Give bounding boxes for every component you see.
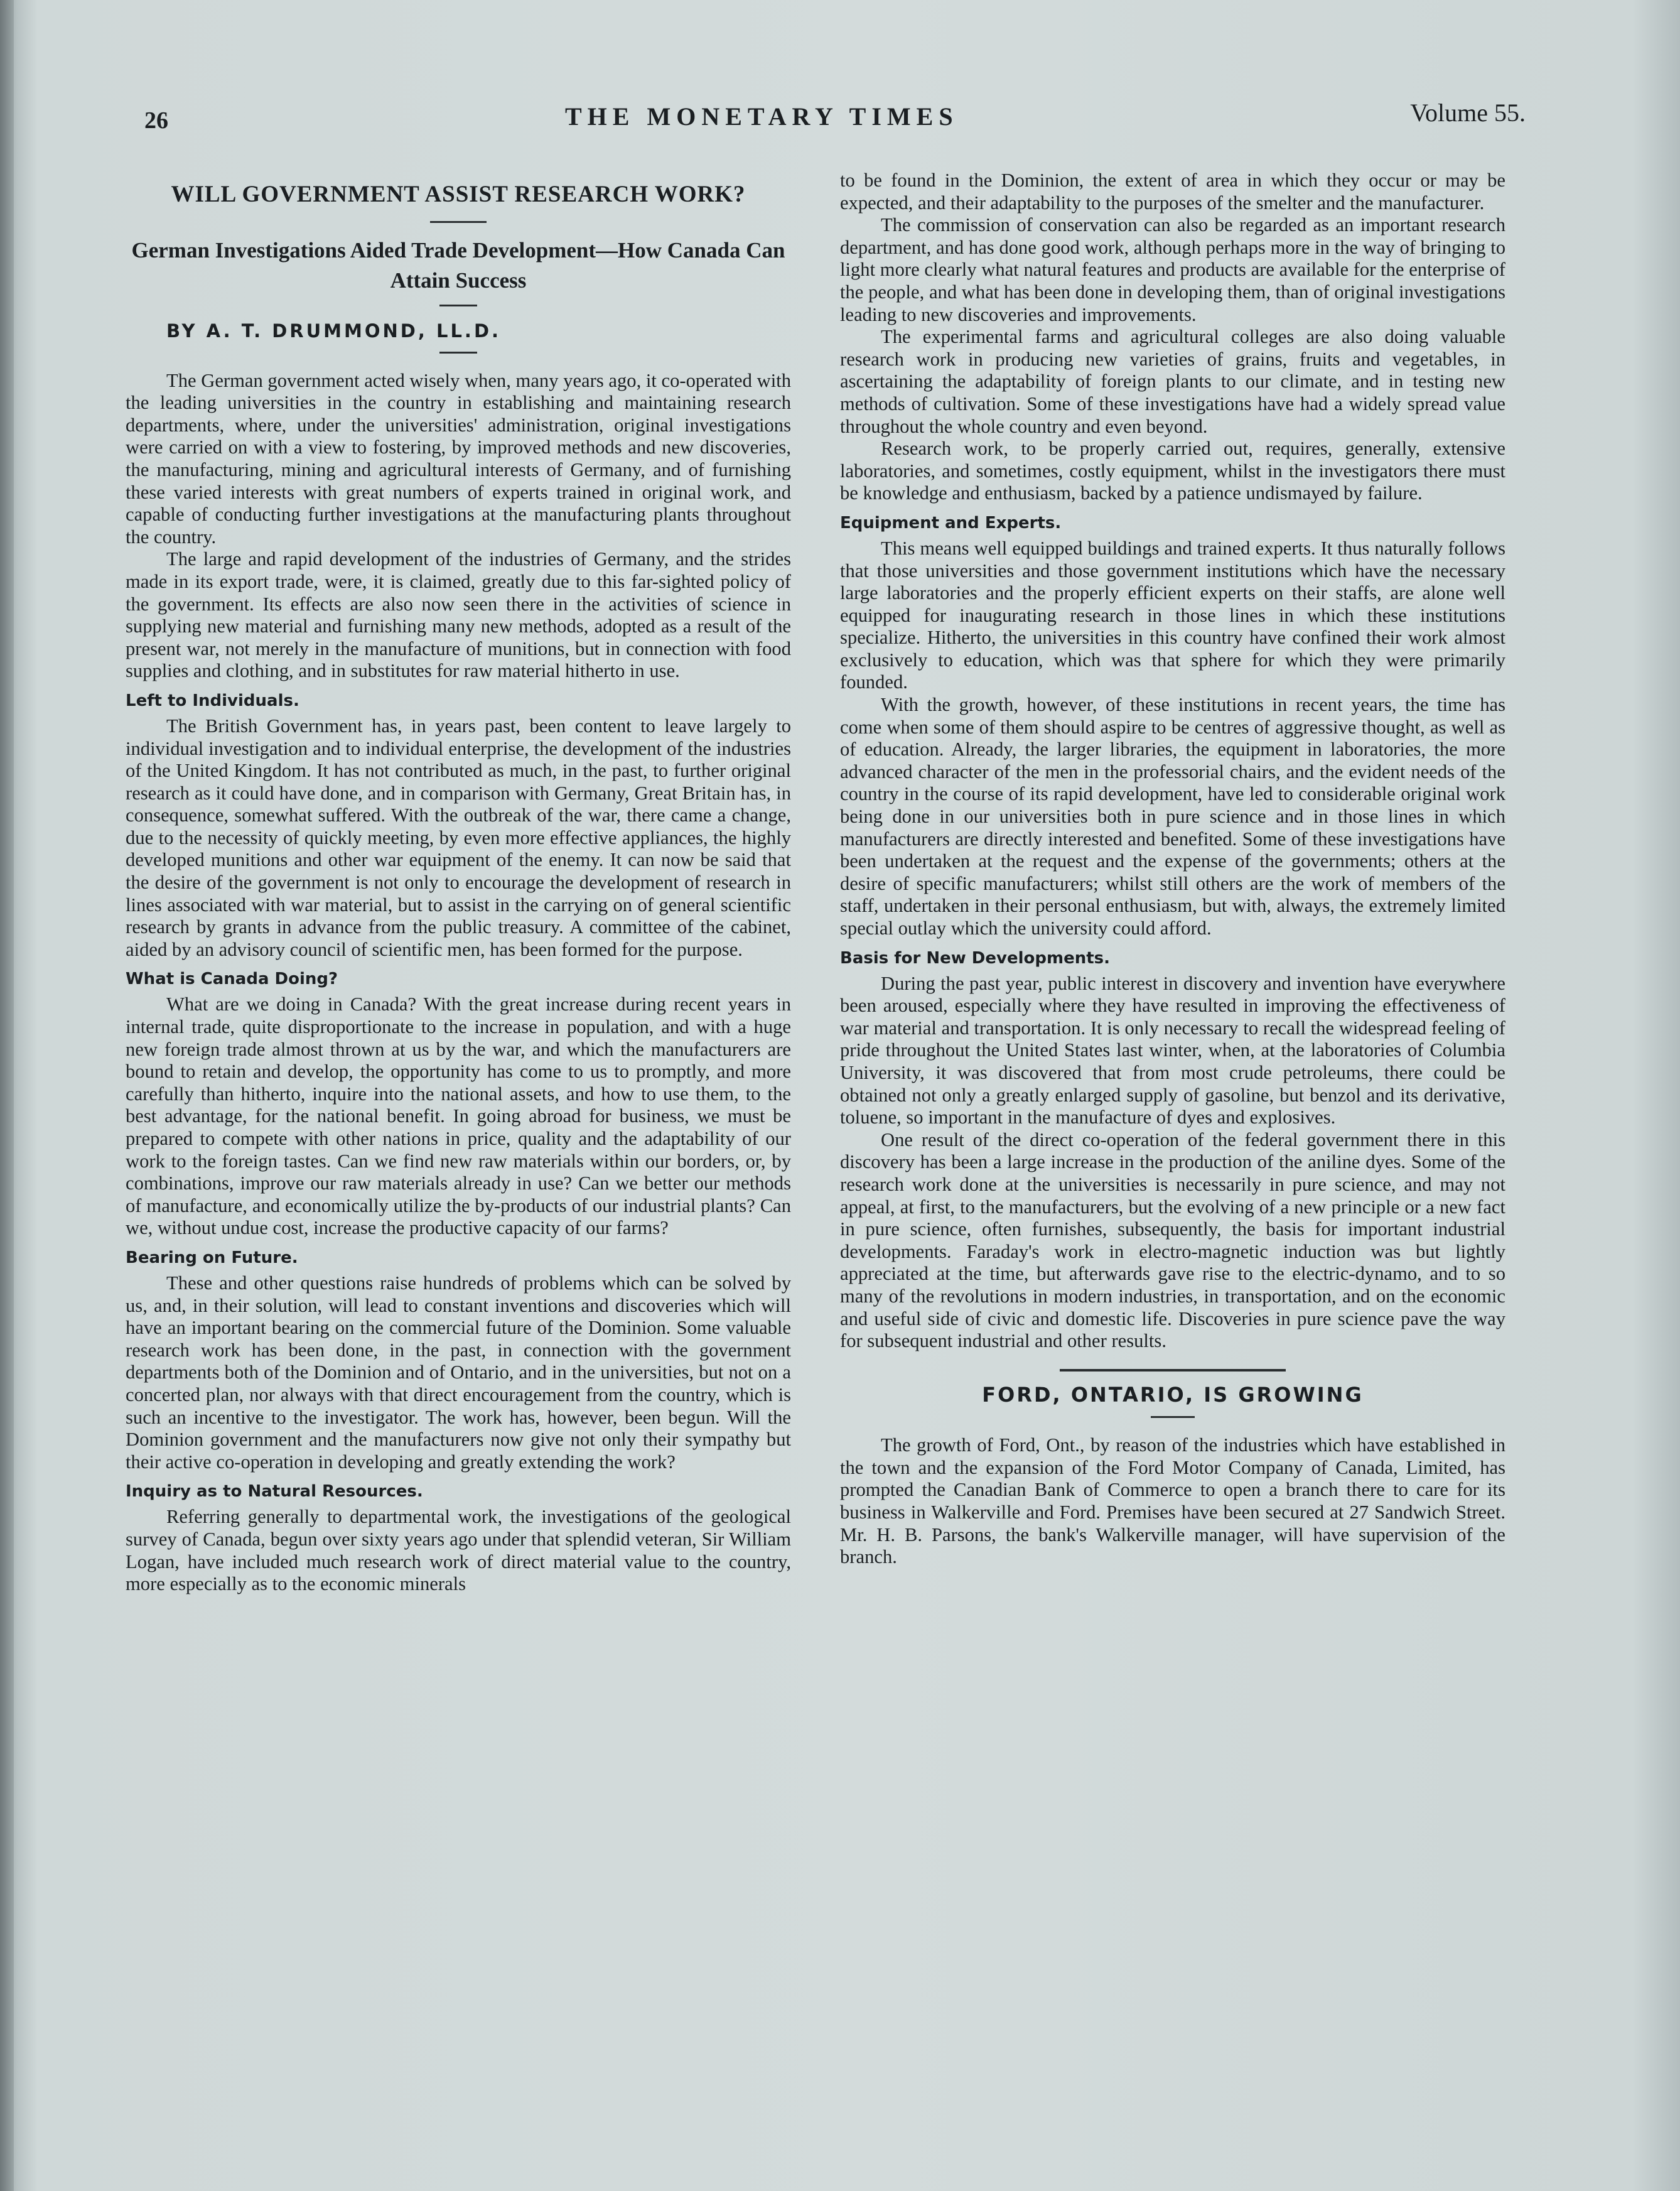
byline-rule — [439, 352, 477, 354]
section-heading: Bearing on Future. — [126, 1248, 298, 1267]
paragraph: The German government acted wisely when, many years ago, it co-operated with the leading universities in the country in establishing and maintaining research departments, where, under the universities' administration, original investigations were carried on with a view to fostering, by improved methods and new discoveries, the manufacturing, mining and agricultural interests of Germany, and of furnishing these varied interests with great numbers of experts trained in original work, and capable of conducting further investigations at the manufacturing plants throughout the country. — [126, 369, 791, 548]
section-heading: Left to Individuals. — [126, 691, 299, 710]
journal-title: THE MONETARY TIMES — [565, 102, 959, 131]
paragraph: The growth of Ford, Ont., by reason of the industries which have established in the town and the expansion of the Ford Motor Company of Canada, Limited, has prompted the Canadian Bank of Commerce to open a branch there to care for its business in Walkerville and Ford. Premises have been secured at 27 Sandwich Street. Mr. H. B. Parsons, the bank's Walkerville manager, will have supervision of the branch. — [840, 1434, 1505, 1568]
section-heading: Basis for New Developments. — [840, 948, 1110, 968]
paragraph: Research work, to be properly carried out, requires, generally, extensive laboratories, and sometimes, costly equipment, whilst in the investigators there must be knowledge and enthusiasm, backed by a patience undismayed by failure. — [840, 438, 1505, 504]
story-separator-rule — [1060, 1369, 1286, 1371]
paragraph: Referring generally to departmental work, the investigations of the geological survey of Canada, begun over sixty years ago under that splendid veteran, Sir William Logan, have included much research work of direct material value to the country, more especially as to the economic minerals — [126, 1506, 791, 1595]
article-title: WILL GOVERNMENT ASSIST RESEARCH WORK? — [171, 181, 746, 207]
paragraph: to be found in the Dominion, the extent of area in which they occur or may be expected, and their adaptability to the purposes of the smelter and the manufacturer. — [840, 170, 1505, 214]
page-number: 26 — [144, 107, 168, 134]
paragraph: The large and rapid development of the industries of Germany, and the strides made in its export trade, were, it is claimed, greatly due to this far-sighted policy of the government. Its effects are also now seen there in the activities of science in supplying new material and furnishing many new methods, adopted as a result of the present war, not merely in the manufacture of munitions, but in connection with food supplies and clothing, and in substitutes for raw material hitherto in use. — [126, 548, 791, 682]
second-story-title-rule — [1151, 1416, 1195, 1418]
paragraph: The British Government has, in years past, been content to leave largely to individual investigation and to individual enterprise, the development of the industries of the United Kingdom. It has not contributed as much, in the past, to further original research as it could have done, and in comparison with Germany, Great Britain has, in consequence, somewhat suffered. With the outbreak of the war, there came a change, due to the necessity of quickly meeting, by even more effective appliances, the highly developed munitions and other war equipment of the enemy. It can now be said that the desire of the government is not only to encourage the development of research in lines associated with war material, but to assist in the carrying on of general scientific research by grants in advance from the public treasury. A committee of the cabinet, aided by an advisory council of scientific men, has been formed for the purpose. — [126, 715, 791, 960]
left-column — [126, 170, 791, 1596]
section-heading: What is Canada Doing? — [126, 970, 338, 989]
paragraph: During the past year, public interest in discovery and invention have everywhere been aroused, especially where they have resulted in improving the effectiveness of war material and transportation. It is only necessary to recall the widespread feeling of pride throughout the United States last winter, when, at the laboratories of Columbia University, it was discovered that from most crude petroleums, there could be obtained not only a greatly enlarged supply of gasoline, but benzol and its derivative, toluene, so important in the manufacture of dyes and explosives. — [840, 972, 1505, 1128]
title-rule — [430, 221, 487, 223]
section-heading: Inquiry as to Natural Resources. — [126, 1482, 423, 1501]
paragraph: This means well equipped buildings and trained experts. It thus naturally follows that those universities and those government institutions which have the necessary large laboratories and the properly efficient experts on their staffs, are alone well equipped for inaugurating research in those lines in which these institutions specialize. Hitherto, the universities in this country have confined their work almost exclusively to education, which was that sphere for which they were primarily founded. — [840, 537, 1505, 693]
paragraph: With the growth, however, of these institutions in recent years, the time has come when some of them should aspire to be centres of aggressive thought, as well as of education. Already, the larger libraries, the equipment in laboratories, the more advanced character of the men in the professorial chairs, and the evident needs of the country in the course of its rapid development, have led to considerable original work being done in our universities both in pure science and in those lines in which manufacturers are directly interested and benefited. Some of these investigations have been undertaken at the request and the expense of the governments; others at the desire of specific manufacturers; whilst still others are the work of members of the staff, undertaken in their personal enthusiasm, but with, always, the extremely limited special outlay which the university could afford. — [840, 694, 1505, 939]
second-story-title: FORD, ONTARIO, IS GROWING — [982, 1382, 1364, 1407]
paragraph: The experimental farms and agricultural colleges are also doing valuable research work in producing new varieties of grains, fruits and vegetables, in ascertaining the adaptability of foreign plants to our climate, and in testing new methods of cultivation. Some of these investigations have had a widely spread value throughout the whole country and even beyond. — [840, 326, 1505, 437]
subtitle-rule — [439, 305, 477, 306]
paragraph: One result of the direct co-operation of the federal government there in this discovery has been a large increase in the production of the aniline dyes. Some of the research work done at the universities is necessarily in pure science, and may not appeal, at first, to the manufacturers, but the evolving of a new principle or a new fact in pure science, often furnishes, subsequently, the basis for important industrial developments. Faraday's work in electro-magnetic induction was but lightly appreciated at the time, but afterwards gave rise to the electric-dynamo, and to so many of the revolutions in modern industries, in transportation, and on the economic and useful side of civic and domestic life. Discoveries in pure science pave the way for subsequent industrial and other results. — [840, 1128, 1505, 1352]
volume-label: Volume 55. — [1410, 99, 1526, 127]
section-heading: Equipment and Experts. — [840, 513, 1062, 533]
right-column — [840, 170, 1505, 1569]
paragraph: The commission of conservation can also be regarded as an important research department, and has done good work, although perhaps more in the way of bringing to light more clearly what natural features and products are available for the enterprise of the people, and what has been done in developing them, than of original investigations leading to new discoveries and improvements. — [840, 214, 1505, 325]
page-binding-edge — [0, 0, 14, 2191]
article-subtitle: German Investigations Aided Trade Development—How Canada Can Attain Success — [131, 238, 785, 293]
paragraph: What are we doing in Canada? With the great increase during recent years in internal trade, quite disproportionate to the increase in population, and with a huge new foreign trade almost thrown at us by the war, and which the manufacturers are bound to retain and develop, the opportunity has come to us to promptly, and more carefully than hitherto, inquire into the national assets, and how to use them, to the best advantage, for the national benefit. In going abroad for business, we must be prepared to compete with other nations in price, quality and the adaptability of our work to the foreign tastes. Can we find new raw materials within our borders, or, by combinations, improve our raw materials already in use? Can we better our methods of manufacture, and economically utilize the by-products of our industrial plants? Can we, without undue cost, increase the productive capacity of our farms? — [126, 993, 791, 1239]
page-header — [144, 94, 1526, 144]
paragraph: These and other questions raise hundreds of problems which can be solved by us, and, in their solution, will lead to constant inventions and discoveries which will have an important bearing on the commercial future of the Dominion. Some valuable research work has been done, in the past, in connection with the government departments both of the Dominion and of Ontario, and in the universities, but not on a concerted plan, nor always with that direct encouragement from the country, which is such an incentive to the investigator. The work has, however, been begun. Will the Dominion government and the manufacturers now give not only their sympathy but their active co-operation in developing and greatly extending the work? — [126, 1272, 791, 1473]
article-byline: BY A. T. DRUMMOND, LL.D. — [166, 320, 502, 342]
